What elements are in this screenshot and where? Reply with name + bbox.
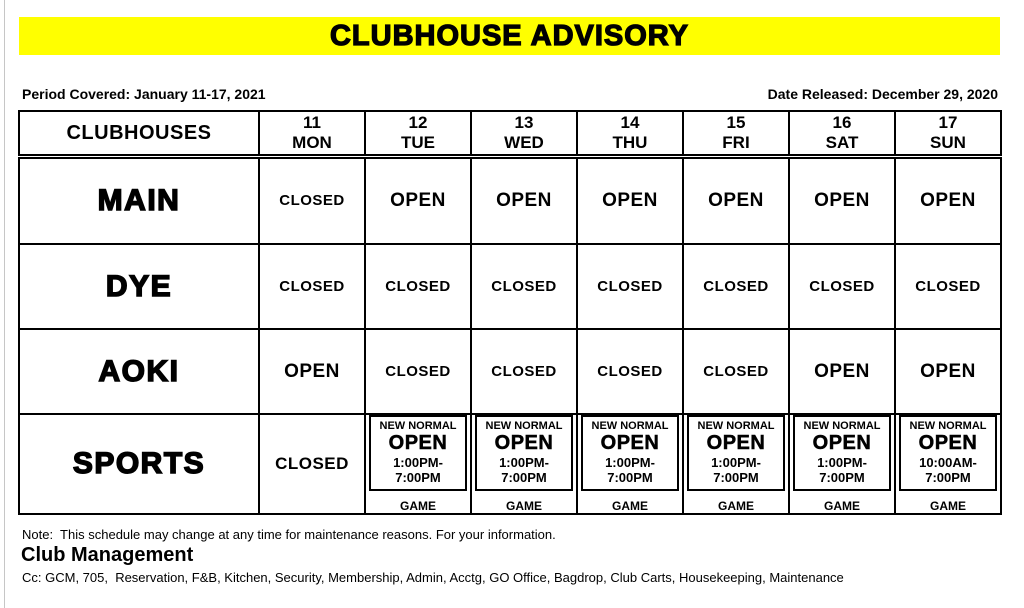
column-header-fri <box>683 111 789 157</box>
date-number: 15 <box>726 113 746 133</box>
status-text: OPEN <box>388 432 448 454</box>
new-normal-box <box>793 415 891 491</box>
schedule-cell <box>577 244 683 329</box>
new-normal-box <box>581 415 679 491</box>
date-number: 11 <box>303 113 321 133</box>
advisory-page <box>5 0 1024 585</box>
clubhouse-name-cell <box>19 414 259 514</box>
schedule-cell <box>895 244 1001 329</box>
schedule-cell <box>365 244 471 329</box>
cc-line: Cc: GCM, 705, Reservation, F&B, Kitchen, Security, Membership, Admin, Acctg, GO Office, Bagdrop, Club Carts, Housekeeping, Maintenance <box>22 570 844 585</box>
status-text: CLOSED <box>597 362 663 380</box>
schedule-cell <box>365 329 471 414</box>
page-title: CLUBHOUSE ADVISORY <box>329 19 690 52</box>
schedule-cell <box>895 329 1001 414</box>
column-header-mon <box>259 111 365 157</box>
day-name: TUE <box>401 133 435 152</box>
new-normal-box <box>687 415 785 491</box>
game-label: GAME <box>824 499 860 513</box>
hours-text: 1:00PM-7:00PM <box>711 455 761 485</box>
column-header-tue <box>365 111 471 157</box>
column-header-sat <box>789 111 895 157</box>
status-text: CLOSED <box>491 277 557 295</box>
new-normal-label: NEW NORMAL <box>697 420 775 432</box>
clubhouse-name-cell <box>19 244 259 329</box>
game-label: GAME <box>718 499 754 513</box>
hours-text: 10:00AM-7:00PM <box>919 455 977 485</box>
schedule-cell <box>259 329 365 414</box>
day-name: SUN <box>930 133 966 152</box>
schedule-cell <box>471 329 577 414</box>
status-text: OPEN <box>284 360 340 382</box>
schedule-cell <box>683 244 789 329</box>
new-normal-label: NEW NORMAL <box>591 420 669 432</box>
date-released-label: Date Released: December 29, 2020 <box>767 86 998 102</box>
advisory-banner <box>19 17 1000 55</box>
status-text: CLOSED <box>279 277 345 295</box>
date-number: 13 <box>514 113 534 133</box>
status-text: OPEN <box>814 190 870 211</box>
schedule-cell-detailed <box>895 414 1001 514</box>
table-row-sports <box>19 414 1001 514</box>
status-text: CLOSED <box>915 277 981 295</box>
hours-text: 1:00PM-7:00PM <box>605 455 655 485</box>
schedule-cell <box>577 329 683 414</box>
status-text: OPEN <box>920 190 976 211</box>
schedule-cell-detailed <box>789 414 895 514</box>
game-label: GAME <box>506 499 542 513</box>
new-normal-box <box>475 415 573 491</box>
new-normal-label: NEW NORMAL <box>909 420 987 432</box>
status-text: CLOSED <box>385 277 451 295</box>
status-text: OPEN <box>496 190 552 211</box>
column-header-wed <box>471 111 577 157</box>
schedule-cell-detailed <box>577 414 683 514</box>
table-row-main <box>19 157 1001 245</box>
status-text: CLOSED <box>597 277 663 295</box>
day-name: SAT <box>825 133 859 152</box>
new-normal-box <box>899 415 997 491</box>
status-text: CLOSED <box>809 277 875 295</box>
status-text: CLOSED <box>491 362 557 380</box>
status-text: OPEN <box>602 190 658 211</box>
date-number: 14 <box>620 113 640 133</box>
schedule-cell <box>471 157 577 245</box>
clubhouse-label: DYE <box>105 269 173 303</box>
header-row <box>19 111 1001 157</box>
date-number: 17 <box>938 113 958 133</box>
clubhouse-label: MAIN <box>97 184 181 217</box>
date-number: 12 <box>408 113 428 133</box>
new-normal-label: NEW NORMAL <box>485 420 563 432</box>
schedule-cell <box>683 157 789 245</box>
status-text: OPEN <box>706 432 766 454</box>
column-header-clubhouses: CLUBHOUSES <box>19 111 259 157</box>
game-label: GAME <box>400 499 436 513</box>
schedule-cell <box>471 244 577 329</box>
status-text: OPEN <box>390 190 446 211</box>
schedule-cell-detailed <box>365 414 471 514</box>
schedule-cell <box>259 414 365 514</box>
schedule-cell <box>365 157 471 245</box>
schedule-cell-detailed <box>471 414 577 514</box>
day-name: FRI <box>722 133 750 152</box>
status-text: OPEN <box>814 360 870 382</box>
status-text: OPEN <box>494 432 554 454</box>
clubhouse-label: AOKI <box>98 354 180 388</box>
schedule-cell <box>259 157 365 245</box>
schedule-cell <box>789 244 895 329</box>
game-label: GAME <box>930 499 966 513</box>
new-normal-box <box>369 415 467 491</box>
status-text: CLOSED <box>275 454 349 473</box>
status-text: CLOSED <box>703 277 769 295</box>
schedule-cell <box>577 157 683 245</box>
status-text: CLOSED <box>279 192 345 209</box>
status-text: OPEN <box>812 432 872 454</box>
note-text: Note: This schedule may change at any time for maintenance reasons. For your information. <box>22 527 556 542</box>
day-name: MON <box>292 133 332 152</box>
new-normal-label: NEW NORMAL <box>379 420 457 432</box>
table-row-dye <box>19 244 1001 329</box>
schedule-table <box>18 110 1002 515</box>
schedule-cell <box>895 157 1001 245</box>
schedule-cell <box>789 329 895 414</box>
status-text: OPEN <box>708 190 764 211</box>
new-normal-label: NEW NORMAL <box>803 420 881 432</box>
schedule-cell <box>683 329 789 414</box>
status-text: CLOSED <box>703 362 769 380</box>
status-text: OPEN <box>920 360 976 382</box>
hours-text: 1:00PM-7:00PM <box>499 455 549 485</box>
status-text: OPEN <box>918 432 978 454</box>
column-header-thu <box>577 111 683 157</box>
schedule-cell <box>789 157 895 245</box>
signature-text: Club Management <box>21 544 194 566</box>
period-covered-label: Period Covered: January 11-17, 2021 <box>22 86 266 102</box>
game-label: GAME <box>612 499 648 513</box>
schedule-cell <box>259 244 365 329</box>
clubhouse-name-cell <box>19 329 259 414</box>
column-header-sun <box>895 111 1001 157</box>
clubhouse-name-cell <box>19 157 259 245</box>
day-name: THU <box>612 133 648 152</box>
schedule-cell-detailed <box>683 414 789 514</box>
meta-row <box>22 86 998 102</box>
date-number: 16 <box>832 113 852 133</box>
hours-text: 1:00PM-7:00PM <box>817 455 867 485</box>
hours-text: 1:00PM-7:00PM <box>393 455 443 485</box>
table-row-aoki <box>19 329 1001 414</box>
status-text: CLOSED <box>385 362 451 380</box>
day-name: WED <box>504 133 544 152</box>
clubhouse-label: SPORTS <box>72 447 206 480</box>
status-text: OPEN <box>600 432 660 454</box>
